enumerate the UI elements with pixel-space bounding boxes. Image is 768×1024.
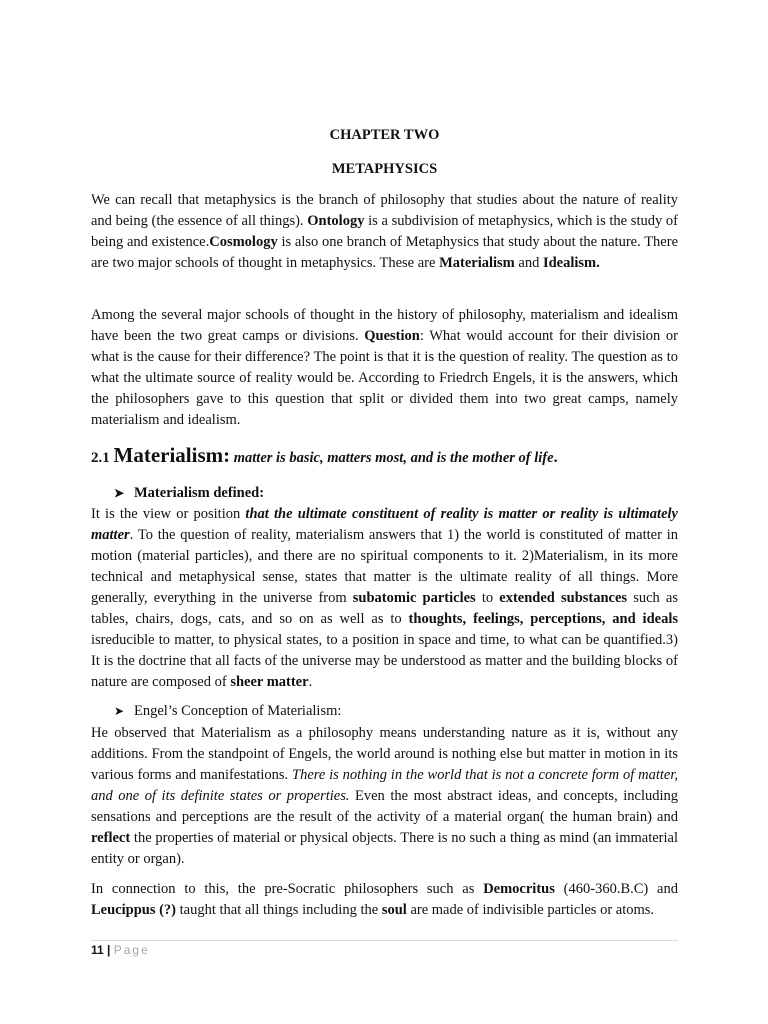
section-heading: 2.1 Materialism: matter is basic, matters most, and is the mother of life. bbox=[91, 443, 558, 467]
intro-paragraph: We can recall that metaphysics is the branch of philosophy that studies about the nature of reality and being (the essence of all things). Ontology is a subdivision of metaphysics, which is the study of being and existence.Cosmology is also one branch of Metaphysics that study about the nature. There are two major schools of thought in metaphysics. These are Materialism and Idealism. bbox=[91, 192, 679, 271]
bullet-engel-conception: ➤ Engel’s Conception of Materialism: bbox=[114, 703, 342, 719]
materialism-defined-paragraph: It is the view or position that the ultimate constituent of reality is matter or reality is ultimately matter. To the question of reality, materialism answers that 1) the world is constituted of matter in motion (material particles), and there are no spiritual components to it. 2)Materialism, in its more technical and metaphysical sense, states that matter is the ultimate reality of all things. More generally, everything in the universe from subatomic particles to extended substances such as tables, chairs, dogs, cats, and so on as well as to thoughts, feelings, perceptions, and ideals isreducible to matter, to physical states, to a position in space and time, to what can be quantified.3) It is the doctrine that all facts of the universe may be understood as matter and the building blocks of nature are composed of sheer matter. bbox=[91, 506, 678, 690]
schools-paragraph: Among the several major schools of thought in the history of philosophy, materialism and idealism have been the two great camps or divisions. Question: What would account for their division or what is the cause for their difference? The point is that it is the question of reality. The question as to what the ultimate source of reality would be. According to Friedrch Engels, it is the answers, which the philosophers gave to this question that split or divided them into two great camps, namely materialism and idealism. bbox=[91, 307, 678, 428]
page-number: 11 bbox=[91, 943, 104, 957]
arrow-bullet-icon: ➤ bbox=[114, 486, 125, 500]
arrow-bullet-icon: ➤ bbox=[114, 704, 125, 718]
chapter-label: CHAPTER TWO bbox=[329, 127, 440, 143]
footer-divider bbox=[91, 940, 678, 941]
page-footer: 11 | Page bbox=[91, 943, 150, 957]
bullet-materialism-defined: ➤ Materialism defined: bbox=[114, 485, 265, 501]
engel-paragraph: He observed that Materialism as a philosophy means understanding nature as it is, without any additions. From the standpoint of Engels, the world around is nothing else but matter in motion in its various forms and manifestations. There is nothing in the world that is not a concrete form of matter, and one of its definite states or properties. Even the most abstract ideas, and concepts, including sensations and perceptions are the result of the activity of a material organ( the human brain) and reflect the properties of material or physical objects. There is no such a thing as mind (an immaterial entity or organ). bbox=[91, 725, 678, 867]
presocratic-paragraph: In connection to this, the pre-Socratic philosophers such as Democritus (460-360.B.C) and Leucippus (?) taught that all things including the soul are made of indivisible particles or atoms. bbox=[91, 881, 678, 918]
chapter-title: METAPHYSICS bbox=[331, 161, 438, 177]
page-label: Page bbox=[113, 943, 150, 957]
